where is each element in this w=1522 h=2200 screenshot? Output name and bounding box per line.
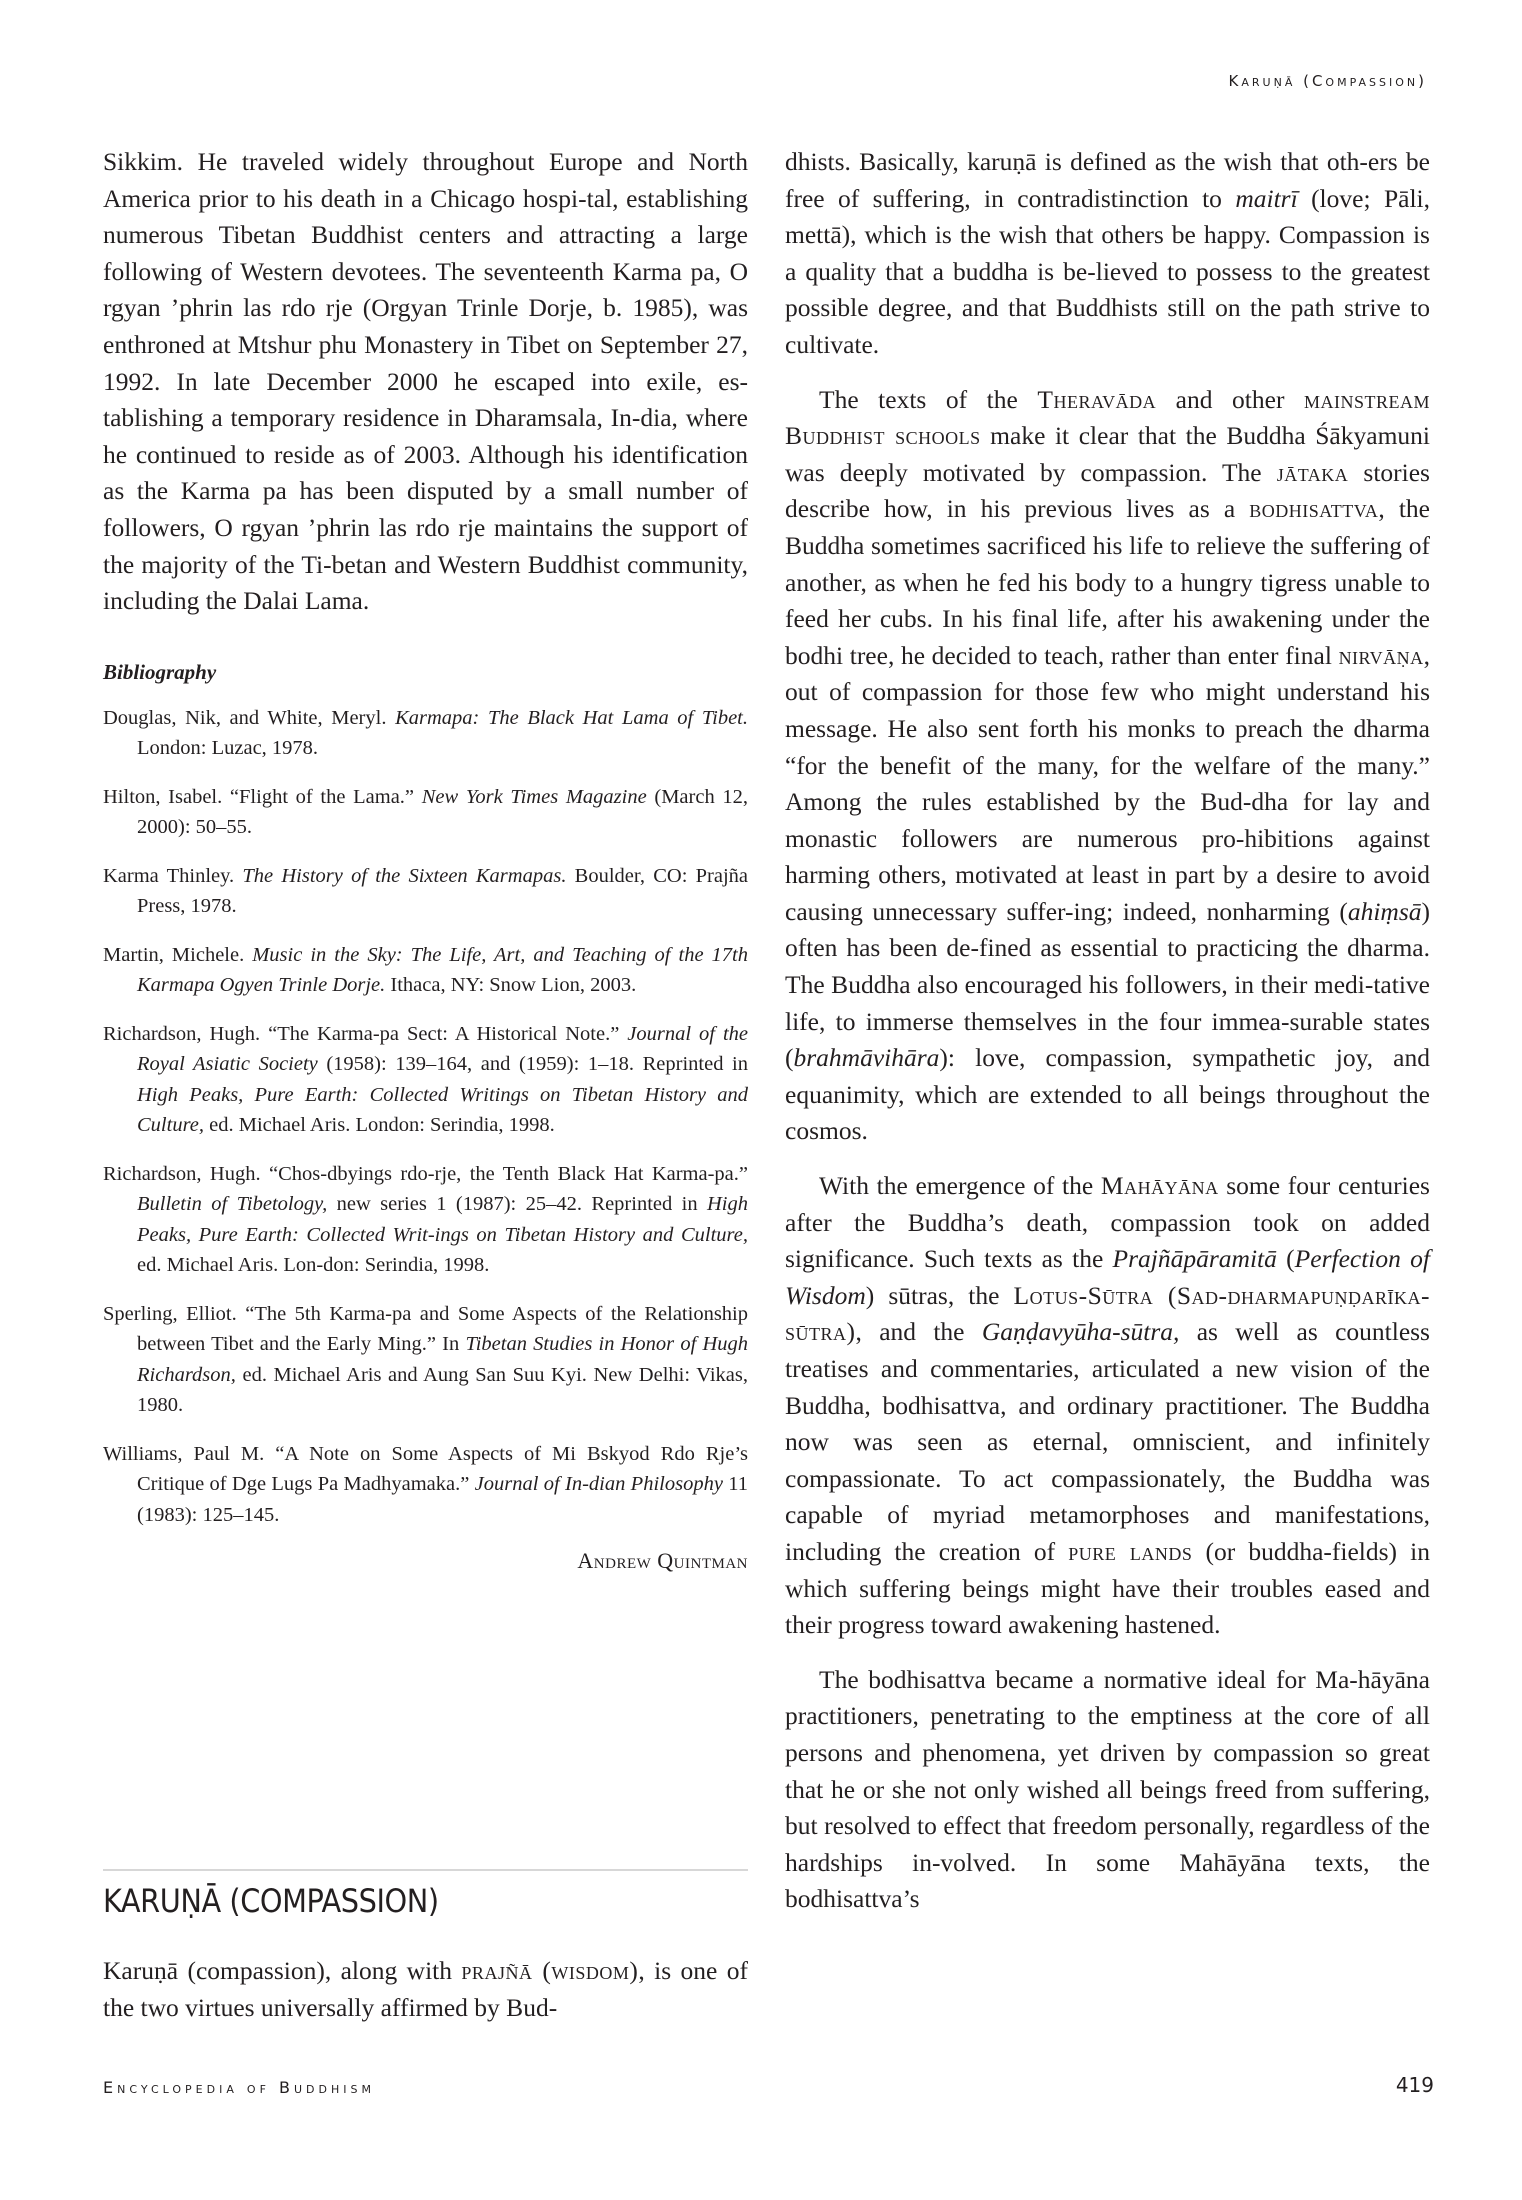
cross-reference-link[interactable]: Theravāda — [1037, 384, 1157, 414]
cross-reference-link[interactable]: prajñā (wisdom) — [461, 1956, 639, 1985]
footer-book-title: Encyclopedia of Buddhism — [103, 2078, 375, 2097]
bibliography-entry: Richardson, Hugh. “The Karma-pa Sect: A Historical Note.” Journal of the Royal Asiatic Society (1958): 139–164, and (1959): 1–18. Reprinted in High Peaks, Pure Earth: Collected Writings on Tibetan History and Culture, ed. Michael Aris. London: Serindia, 1998. — [103, 1022, 748, 1137]
paragraph: With the emergence of the Mahāyāna some four centuries after the Buddha’s death, compassion took on added significance. Such texts as the Prajñāpāramitā (Perfection of Wisdom) sūtras, the Lotus-Sūtra (Sad-dharmapuṇḍarīka-sūtra), and the Gaṇḍavyūha-sūtra, as well as countless treatises and commentaries, articulated a new vision of the Buddha, bodhisattva, and ordinary practitioner. The Buddha now was seen as eternal, omniscient, and infinitely compassionate. To act compassionately, the Buddha was capable of myriad metamorphoses and manifestations, including the creation of pure lands (or buddha-fields) in which suffering beings might have their troubles eased and their progress toward awakening hastened. — [785, 1171, 1430, 1640]
running-head: Karuṇā (Compassion) — [1228, 72, 1427, 90]
author-signature: Andrew Quintman — [577, 1548, 748, 1574]
bibliography-entry: Hilton, Isabel. “Flight of the Lama.” New York Times Magazine (March 12, 2000): 50–55. — [103, 785, 748, 839]
intro-paragraph: Karuṇā (compassion), along with prajñā (wisdom), is one of the two virtues universally affirmed by Bud- — [103, 1956, 748, 2022]
cross-reference-link[interactable]: jātaka — [1276, 457, 1349, 487]
left-column — [103, 144, 748, 1574]
bibliography-list — [103, 703, 748, 1531]
paragraph: dhists. Basically, karuṇā is defined as the wish that oth-ers be free of suffering, in contradistinction to maitrī (love; Pāli, mettā), which is the wish that others be happy. Compassion is a quality that a buddha is be-lieved to possess to the greatest possible degree, and that Buddhists still on the path strive to cultivate. — [785, 147, 1430, 359]
paragraph: The texts of the Theravāda and other mainstream Buddhist schools make it clear that the Buddha Śākyamuni was deeply motivated by compassion. The jātaka stories describe how, in his previous lives as a bodhisattva, the Buddha sometimes sacrificed his life to relieve the suffering of another, as when he fed his body to a hungry tigress unable to feed her cubs. In his final life, after his awakening under the bodhi tree, he decided to teach, rather than enter final nirvāṇa, out of compassion for those few who might understand his message. He also sent forth his monks to preach the dharma “for the benefit of the many, for the welfare of the many.” Among the rules established by the Bud-dha for lay and monastic followers are numerous pro-hibitions against harming others, motivated at least in part by a desire to avoid causing unnecessary suffer-ing; indeed, nonharming (ahiṃsā) often has been de-fined as essential to practicing the dharma. The Buddha also encouraged his followers, in their medi-tative life, to immerse themselves in the four immea-surable states (brahmāvihāra): love, compassion, sympathetic joy, and equanimity, which are extended to all beings throughout the cosmos. — [785, 384, 1430, 1146]
bibliography-title: Bibliography — [103, 659, 217, 684]
page-number: 419 — [1395, 2073, 1434, 2097]
continuation-paragraph: Sikkim. He traveled widely throughout Europe and North America prior to his death in a Chicago hospi-tal, establishing numerous Tibetan Buddhist centers and attracting a large following of Western devotees. The seventeenth Karma pa, O rgyan ’phrin las rdo rje (Orgyan Trinle Dorje, b. 1985), was enthroned at Mtshur phu Monastery in Tibet on September 27, 1992. In late December 2000 he escaped into exile, es-tablishing a temporary residence in Dharamsala, In-dia, where he continued to reside as of 2003. Although his identification as the Karma pa has been disputed by a small number of followers, O rgyan ’phrin las rdo rje maintains the support of the majority of the Ti-betan and Western Buddhist community, including the Dalai Lama. — [103, 147, 748, 616]
bibliography-entry: Williams, Paul M. “A Note on Some Aspects of Mi Bskyod Rdo Rje’s Critique of Dge Lugs Pa Madhyamaka.” Journal of In-dian Philosophy 11 (1983): 125–145. — [103, 1442, 748, 1526]
cross-reference-link[interactable]: Mahāyāna — [1100, 1171, 1219, 1201]
cross-reference-link[interactable]: bodhisattva — [1249, 494, 1379, 524]
bibliography-entry: Karma Thinley. The History of the Sixteen Karmapas. Boulder, CO: Prajña Press, 1978. — [103, 864, 748, 918]
bibliography-entry: Douglas, Nik, and White, Meryl. Karmapa: The Black Hat Lama of Tibet. London: Luzac, 1978. — [103, 706, 749, 760]
section-heading: KARUṆĀ (COMPASSION) — [103, 1882, 439, 1920]
paragraph: The bodhisattva became a normative ideal for Ma-hāyāna practitioners, penetrating to the emptiness at the core of all persons and phenomena, yet driven by compassion so great that he or she not only wished all beings freed from suffering, but resolved to effect that freedom personally, regardless of the hardships in-volved. In some Mahāyāna texts, the bodhisattva’s — [785, 1664, 1430, 1914]
cross-reference-link[interactable]: Lotus-Sūtra (Sad-dharmapuṇḍarīka-sūtra) — [785, 1280, 1430, 1347]
cross-reference-link[interactable]: pure lands — [1068, 1536, 1193, 1566]
section-intro — [103, 1953, 748, 2026]
section-divider — [103, 1869, 748, 1871]
bibliography-entry: Richardson, Hugh. “Chos-dbyings rdo-rje, the Tenth Black Hat Karma-pa.” Bulletin of Tibetology, new series 1 (1987): 25–42. Reprinted in High Peaks, Pure Earth: Collected Writ-ings on Tibetan History and Culture, ed. Michael Aris. Lon-don: Serindia, 1998. — [103, 1162, 748, 1277]
right-column — [785, 144, 1430, 1918]
bibliography-entry: Sperling, Elliot. “The 5th Karma-pa and Some Aspects of the Relationship between Tibet and the Early Ming.” In Tibetan Studies in Honor of Hugh Richardson, ed. Michael Aris and Aung San Suu Kyi. New Delhi: Vikas, 1980. — [103, 1302, 748, 1417]
bibliography-entry: Martin, Michele. Music in the Sky: The Life, Art, and Teaching of the 17th Karmapa Ogyen Trinle Dorje. Ithaca, NY: Snow Lion, 2003. — [103, 943, 748, 997]
cross-reference-link[interactable]: mainstream Buddhist schools — [785, 384, 1430, 451]
cross-reference-link[interactable]: nirvāṇa — [1338, 640, 1424, 670]
